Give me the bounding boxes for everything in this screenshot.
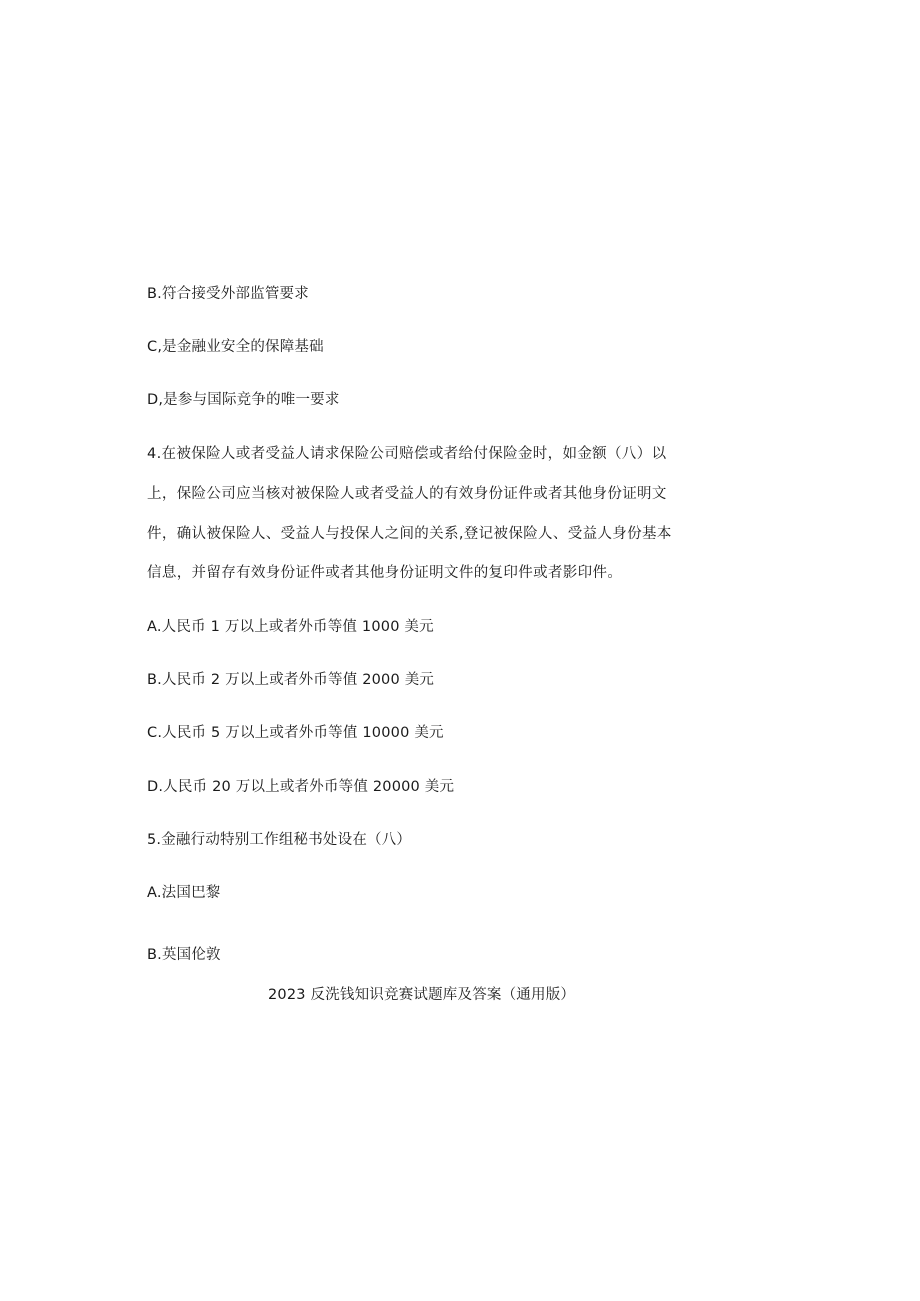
q4-option-d: D.人民币 20 万以上或者外币等值 20000 美元 bbox=[147, 779, 455, 795]
q3-option-d: D,是参与国际竞争的唯一要求 bbox=[147, 392, 340, 408]
q4-stem-line-4: 信息，并留存有效身份证件或者其他身份证明文件的复印件或者影印件。 bbox=[147, 565, 623, 581]
q5-stem: 5.金融行动特别工作组秘书处设在（八） bbox=[147, 832, 412, 848]
q5-option-b: B.英国伦敦 bbox=[147, 947, 221, 963]
q3-option-c: C,是金融业安全的保障基础 bbox=[147, 339, 324, 355]
q3-option-b: B.符合接受外部监管要求 bbox=[147, 286, 309, 302]
q4-option-c: C.人民币 5 万以上或者外币等值 10000 美元 bbox=[147, 725, 444, 741]
q5-option-a: A.法国巴黎 bbox=[147, 885, 221, 901]
q4-stem-line-1: 4.在被保险人或者受益人请求保险公司赔偿或者给付保险金时，如金额（八）以 bbox=[147, 446, 667, 462]
q4-option-a: A.人民币 1 万以上或者外币等值 1000 美元 bbox=[147, 619, 434, 635]
q4-stem-line-2: 上，保险公司应当核对被保险人或者受益人的有效身份证件或者其他身份证明文 bbox=[147, 486, 667, 502]
q4-option-b: B.人民币 2 万以上或者外币等值 2000 美元 bbox=[147, 672, 435, 688]
document-footer-title: 2023 反洗钱知识竞赛试题库及答案（通用版） bbox=[268, 987, 576, 1003]
q4-stem-line-3: 件，确认被保险人、受益人与投保人之间的关系,登记被保险人、受益人身份基本 bbox=[147, 526, 672, 542]
